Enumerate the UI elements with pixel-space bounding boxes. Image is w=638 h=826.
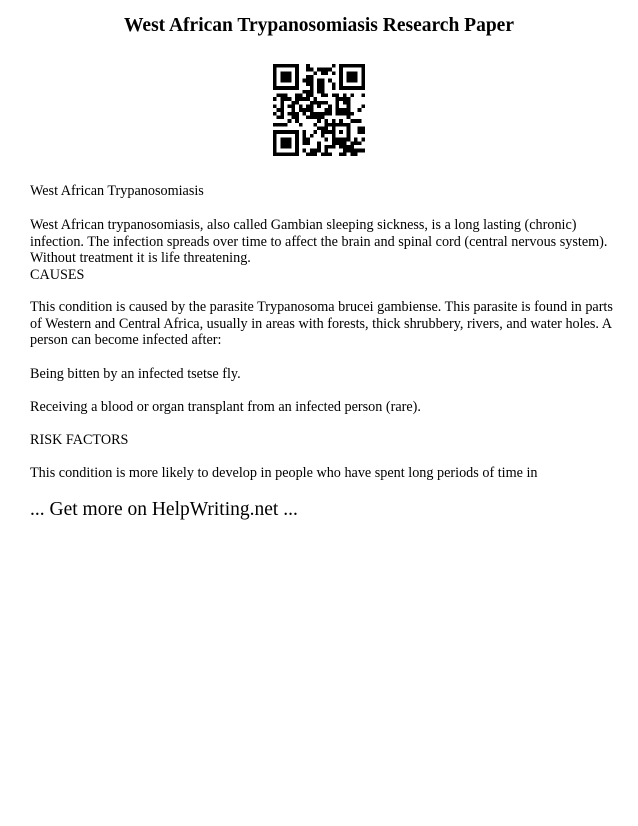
cause-item: Receiving a blood or organ transplant from an infected person (rare). xyxy=(30,399,421,415)
causes-heading: CAUSES xyxy=(30,266,85,283)
qr-code-icon xyxy=(273,64,365,156)
intro-text: West African trypanosomiasis, also called Gambian sleeping sickness, is a long lasting (chronic) infection. The infection spreads over time to affect the brain and spinal cord (central nervous system). Without treatment it is life threatening. xyxy=(30,217,608,266)
page-title: West African Trypanosomiasis Research Paper xyxy=(124,15,514,36)
subject-heading: West African Trypanosomiasis xyxy=(30,183,204,199)
risk-paragraph: This condition is more likely to develop in people who have spent long periods of time in xyxy=(30,465,538,481)
get-more-link[interactable]: ... Get more on HelpWriting.net ... xyxy=(30,499,298,520)
causes-paragraph: This condition is caused by the parasite Trypanosoma brucei gambiense. This parasite is found in parts of Western and Central Africa, usually in areas with forests, thick shrubbery, rivers, and water holes. A person can become infected after: xyxy=(30,299,613,348)
intro-paragraph xyxy=(30,217,615,283)
cause-item: Being bitten by an infected tsetse fly. xyxy=(30,366,241,382)
risk-heading: RISK FACTORS xyxy=(30,432,129,448)
